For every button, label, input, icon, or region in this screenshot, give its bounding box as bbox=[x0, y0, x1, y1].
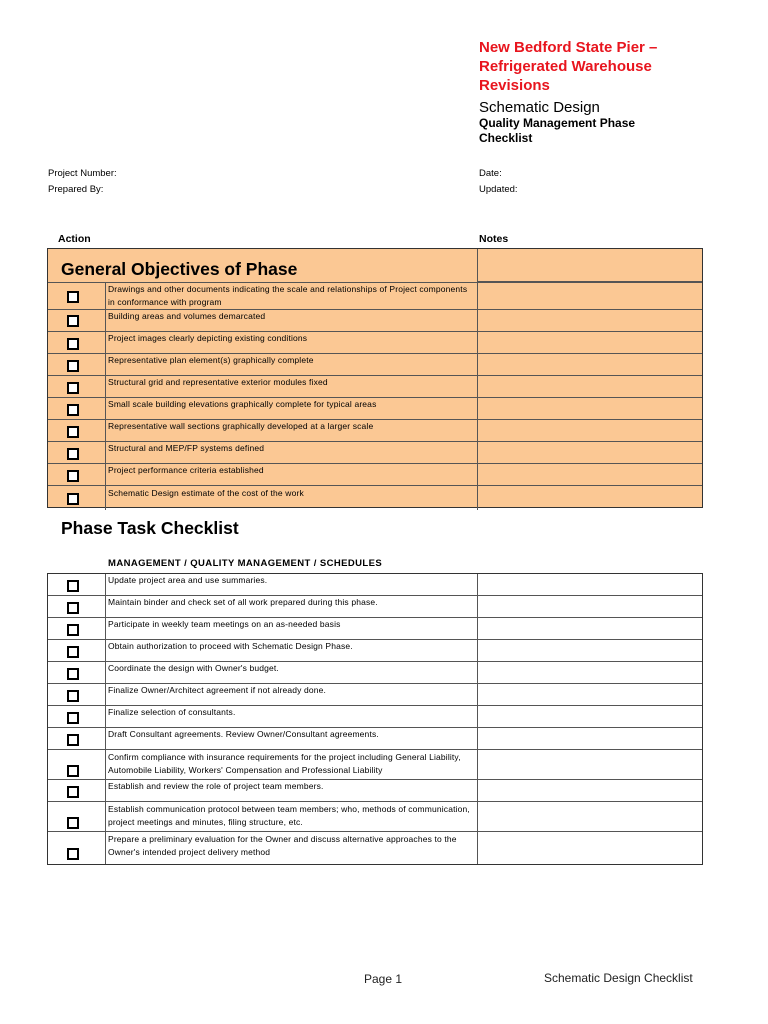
updated-label: Updated: bbox=[479, 184, 518, 195]
task-text: Establish and review the role of project team members. bbox=[108, 781, 324, 791]
checkbox-cell bbox=[48, 420, 106, 441]
objective-text: Small scale building elevations graphically complete for typical areas bbox=[108, 399, 377, 409]
checkbox-cell bbox=[48, 486, 106, 510]
task-checkbox[interactable] bbox=[67, 765, 79, 777]
task-text: Maintain binder and check set of all work prepared during this phase. bbox=[108, 597, 378, 607]
objective-text: Structural grid and representative exterior modules fixed bbox=[108, 377, 328, 387]
objective-checkbox[interactable] bbox=[67, 493, 79, 505]
objective-row bbox=[48, 310, 702, 332]
task-row bbox=[48, 832, 702, 864]
objectives-heading: General Objectives of Phase bbox=[61, 259, 298, 279]
tasks-table bbox=[47, 573, 703, 865]
objective-row bbox=[48, 442, 702, 464]
objective-text: Building areas and volumes demarcated bbox=[108, 311, 266, 321]
objective-checkbox[interactable] bbox=[67, 404, 79, 416]
task-checkbox[interactable] bbox=[67, 602, 79, 614]
objective-row bbox=[48, 464, 702, 486]
task-checkbox[interactable] bbox=[67, 580, 79, 592]
objective-checkbox[interactable] bbox=[67, 382, 79, 394]
notes-cell[interactable] bbox=[477, 486, 702, 510]
task-checkbox[interactable] bbox=[67, 734, 79, 746]
prepared-by-label: Prepared By: bbox=[48, 184, 104, 195]
notes-cell[interactable] bbox=[477, 332, 702, 353]
checkbox-cell bbox=[48, 464, 106, 485]
objective-checkbox[interactable] bbox=[67, 360, 79, 372]
notes-cell[interactable] bbox=[477, 376, 702, 397]
notes-cell[interactable] bbox=[477, 802, 702, 831]
objective-row bbox=[48, 398, 702, 420]
task-text: Confirm compliance with insurance requirements for the project including General Liability, Automobile Liability, Workers' Compensation and Professional Liability bbox=[108, 752, 461, 775]
objective-checkbox[interactable] bbox=[67, 315, 79, 327]
objective-text: Drawings and other documents indicating the scale and relationships of Project components in conformance with program bbox=[108, 284, 468, 307]
objective-checkbox[interactable] bbox=[67, 470, 79, 482]
date-label: Date: bbox=[479, 168, 502, 179]
task-checkbox[interactable] bbox=[67, 712, 79, 724]
checkbox-cell bbox=[48, 332, 106, 353]
phase-subtitle: Schematic Design bbox=[479, 99, 600, 116]
objectives-table bbox=[47, 248, 703, 508]
task-text: Establish communication protocol between team members; who, methods of communication, project meetings and minutes, filing structure, etc. bbox=[108, 804, 470, 827]
notes-cell[interactable] bbox=[477, 596, 702, 617]
notes-cell[interactable] bbox=[477, 354, 702, 375]
task-text: Participate in weekly team meetings on an as-needed basis bbox=[108, 619, 341, 629]
objective-text: Schematic Design estimate of the cost of the work bbox=[108, 488, 304, 498]
page-number: Page 1 bbox=[364, 972, 403, 986]
notes-cell[interactable] bbox=[477, 706, 702, 727]
checkbox-cell bbox=[48, 706, 106, 727]
notes-cell[interactable] bbox=[477, 618, 702, 639]
title-line: Revisions bbox=[479, 77, 550, 94]
task-row bbox=[48, 802, 702, 832]
checkbox-cell bbox=[48, 596, 106, 617]
footer-document-title: Schematic Design Checklist bbox=[544, 971, 693, 985]
notes-cell[interactable] bbox=[477, 780, 702, 801]
checkbox-cell bbox=[48, 442, 106, 463]
task-text: Finalize Owner/Architect agreement if not already done. bbox=[108, 685, 327, 695]
task-checkbox[interactable] bbox=[67, 848, 79, 860]
notes-cell[interactable] bbox=[477, 442, 702, 463]
subtitle-line: Quality Management Phase bbox=[479, 116, 636, 130]
task-row bbox=[48, 684, 702, 706]
title-line: New Bedford State Pier – bbox=[479, 39, 658, 56]
task-text: Finalize selection of consultants. bbox=[108, 707, 236, 717]
checkbox-cell bbox=[48, 574, 106, 595]
checkbox-cell bbox=[48, 283, 106, 309]
title-line: Refrigerated Warehouse bbox=[479, 58, 652, 75]
objective-text: Project images clearly depicting existing conditions bbox=[108, 333, 308, 343]
tasks-heading: Phase Task Checklist bbox=[61, 518, 239, 538]
task-checkbox[interactable] bbox=[67, 690, 79, 702]
document-title bbox=[479, 38, 739, 95]
notes-cell[interactable] bbox=[477, 832, 702, 864]
notes-cell[interactable] bbox=[477, 310, 702, 331]
task-row bbox=[48, 780, 702, 802]
objective-row bbox=[48, 486, 702, 510]
notes-cell[interactable] bbox=[477, 574, 702, 595]
checkbox-cell bbox=[48, 640, 106, 661]
task-checkbox[interactable] bbox=[67, 624, 79, 636]
checkbox-cell bbox=[48, 662, 106, 683]
checkbox-cell bbox=[48, 684, 106, 705]
checkbox-cell bbox=[48, 398, 106, 419]
objective-text: Structural and MEP/FP systems defined bbox=[108, 443, 265, 453]
notes-cell[interactable] bbox=[477, 640, 702, 661]
notes-cell[interactable] bbox=[477, 662, 702, 683]
checkbox-cell bbox=[48, 728, 106, 749]
notes-cell[interactable] bbox=[477, 420, 702, 441]
notes-column-header: Notes bbox=[479, 233, 509, 245]
objective-text: Representative wall sections graphically developed at a larger scale bbox=[108, 421, 374, 431]
checkbox-cell bbox=[48, 310, 106, 331]
task-row bbox=[48, 640, 702, 662]
objective-checkbox[interactable] bbox=[67, 448, 79, 460]
task-text: Draft Consultant agreements. Review Owner/Consultant agreements. bbox=[108, 729, 379, 739]
objective-text: Project performance criteria established bbox=[108, 465, 264, 475]
checkbox-cell bbox=[48, 780, 106, 801]
checkbox-cell bbox=[48, 376, 106, 397]
notes-cell[interactable] bbox=[477, 750, 702, 779]
tasks-subheading: MANAGEMENT / QUALITY MANAGEMENT / SCHEDULES bbox=[108, 558, 383, 569]
checkbox-cell bbox=[48, 750, 106, 779]
task-text: Coordinate the design with Owner's budget. bbox=[108, 663, 279, 673]
notes-cell[interactable] bbox=[477, 398, 702, 419]
task-checkbox[interactable] bbox=[67, 668, 79, 680]
task-row bbox=[48, 662, 702, 684]
notes-cell[interactable] bbox=[477, 283, 702, 309]
task-row bbox=[48, 574, 702, 596]
checkbox-cell bbox=[48, 618, 106, 639]
checkbox-cell bbox=[48, 802, 106, 831]
objective-checkbox[interactable] bbox=[67, 426, 79, 438]
task-checkbox[interactable] bbox=[67, 786, 79, 798]
objective-row bbox=[48, 283, 702, 310]
checkbox-cell bbox=[48, 354, 106, 375]
notes-cell[interactable] bbox=[477, 728, 702, 749]
objectives-notes-header-cell bbox=[477, 249, 702, 282]
project-number-label: Project Number: bbox=[48, 168, 117, 179]
objective-text: Representative plan element(s) graphically complete bbox=[108, 355, 314, 365]
task-row bbox=[48, 596, 702, 618]
objective-row bbox=[48, 354, 702, 376]
objective-row bbox=[48, 420, 702, 442]
action-column-header: Action bbox=[58, 233, 91, 245]
task-row bbox=[48, 706, 702, 728]
task-text: Obtain authorization to proceed with Schematic Design Phase. bbox=[108, 641, 353, 651]
task-checkbox[interactable] bbox=[67, 646, 79, 658]
notes-cell[interactable] bbox=[477, 464, 702, 485]
subtitle-line: Checklist bbox=[479, 131, 533, 145]
objectives-rows bbox=[48, 282, 702, 507]
task-text: Prepare a preliminary evaluation for the Owner and discuss alternative approaches to the Owner's intended project delivery method bbox=[108, 834, 457, 857]
task-row bbox=[48, 618, 702, 640]
objective-row bbox=[48, 376, 702, 398]
objective-checkbox[interactable] bbox=[67, 338, 79, 350]
task-text: Update project area and use summaries. bbox=[108, 575, 268, 585]
task-row bbox=[48, 728, 702, 750]
checklist-subtitle bbox=[479, 116, 635, 146]
objective-checkbox[interactable] bbox=[67, 291, 79, 303]
checkbox-cell bbox=[48, 832, 106, 864]
notes-cell[interactable] bbox=[477, 684, 702, 705]
objective-row bbox=[48, 332, 702, 354]
task-checkbox[interactable] bbox=[67, 817, 79, 829]
task-row bbox=[48, 750, 702, 780]
